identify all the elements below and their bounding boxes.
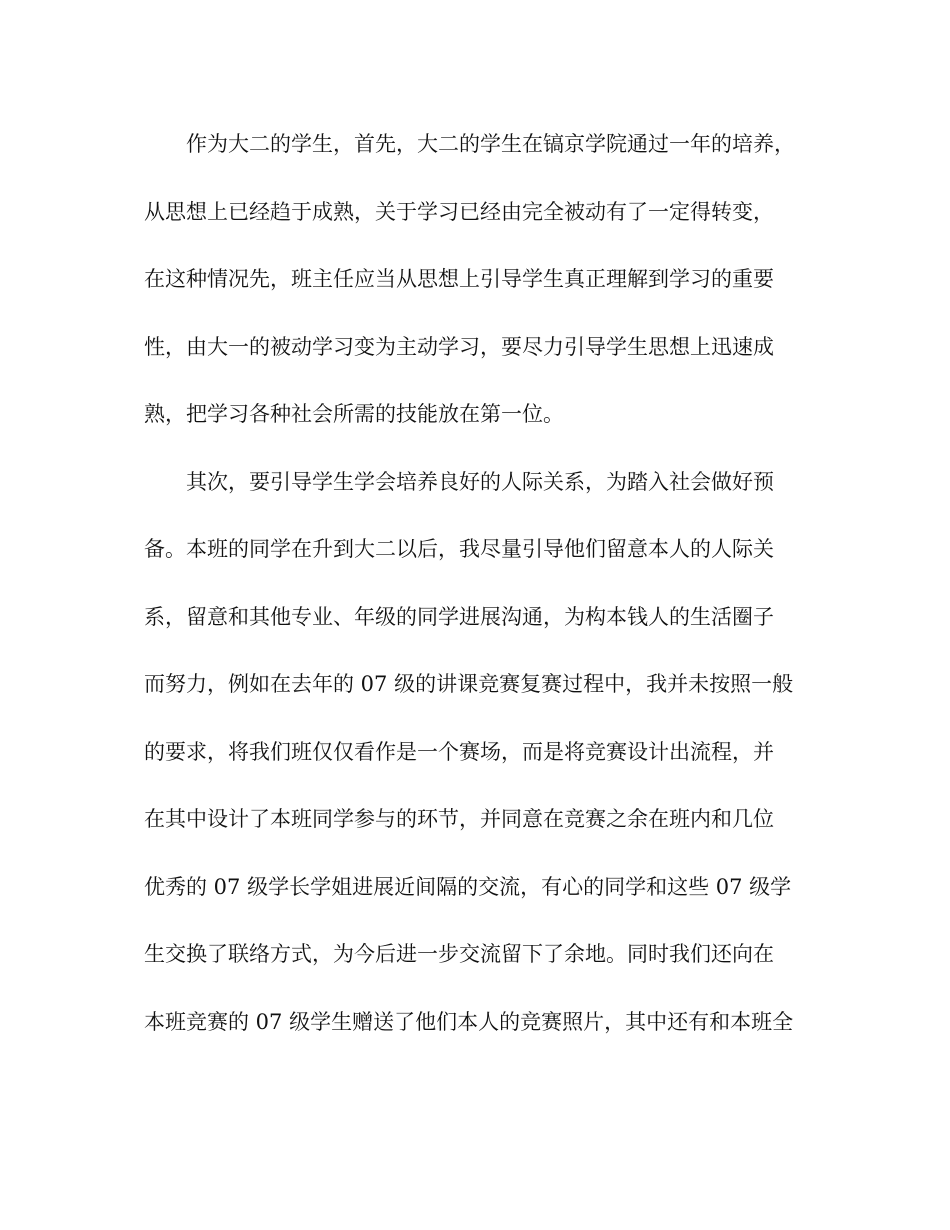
text-line: 优秀的 07 级学长学姐进展近间隔的交流，有心的同学和这些 07 级学 xyxy=(144,874,792,899)
text-line: 的要求，将我们班仅仅看作是一个赛场，而是将竞赛设计出流程，并 xyxy=(144,739,774,764)
body-text xyxy=(144,120,814,1065)
text-line: 其次，要引导学生学会培养良好的人际关系，为踏入社会做好预 xyxy=(186,469,774,494)
paragraph-1 xyxy=(144,120,814,458)
text-line: 而努力，例如在去年的 07 级的讲课竞赛复赛过程中，我并未按照一般 xyxy=(144,672,794,696)
text-line: 熟，把学习各种社会所需的技能放在第一位。 xyxy=(144,402,564,426)
text-line: 生交换了联络方式，为今后进一步交流留下了余地。同时我们还向在 xyxy=(144,942,774,966)
paragraph-2 xyxy=(144,458,814,1066)
text-line: 备。本班的同学在升到大二以后，我尽量引导他们留意本人的人际关 xyxy=(144,537,774,561)
text-line: 在其中设计了本班同学参与的环节，并同意在竞赛之余在班内和几位 xyxy=(144,807,774,831)
text-line: 性，由大一的被动学习变为主动学习，要尽力引导学生思想上迅速成 xyxy=(144,334,774,359)
text-line: 从思想上已经趋于成熟，关于学习已经由完全被动有了一定得转变， xyxy=(144,199,774,224)
text-line: 在这种情况先，班主任应当从思想上引导学生真正理解到学习的重要 xyxy=(144,267,774,291)
text-line: 系，留意和其他专业、年级的同学进展沟通，为构本钱人的生活圈子 xyxy=(144,604,774,629)
text-line: 本班竞赛的 07 级学生赠送了他们本人的竞赛照片，其中还有和本班全 xyxy=(144,1009,794,1034)
text-line: 作为大二的学生，首先，大二的学生在镐京学院通过一年的培养， xyxy=(186,132,795,156)
